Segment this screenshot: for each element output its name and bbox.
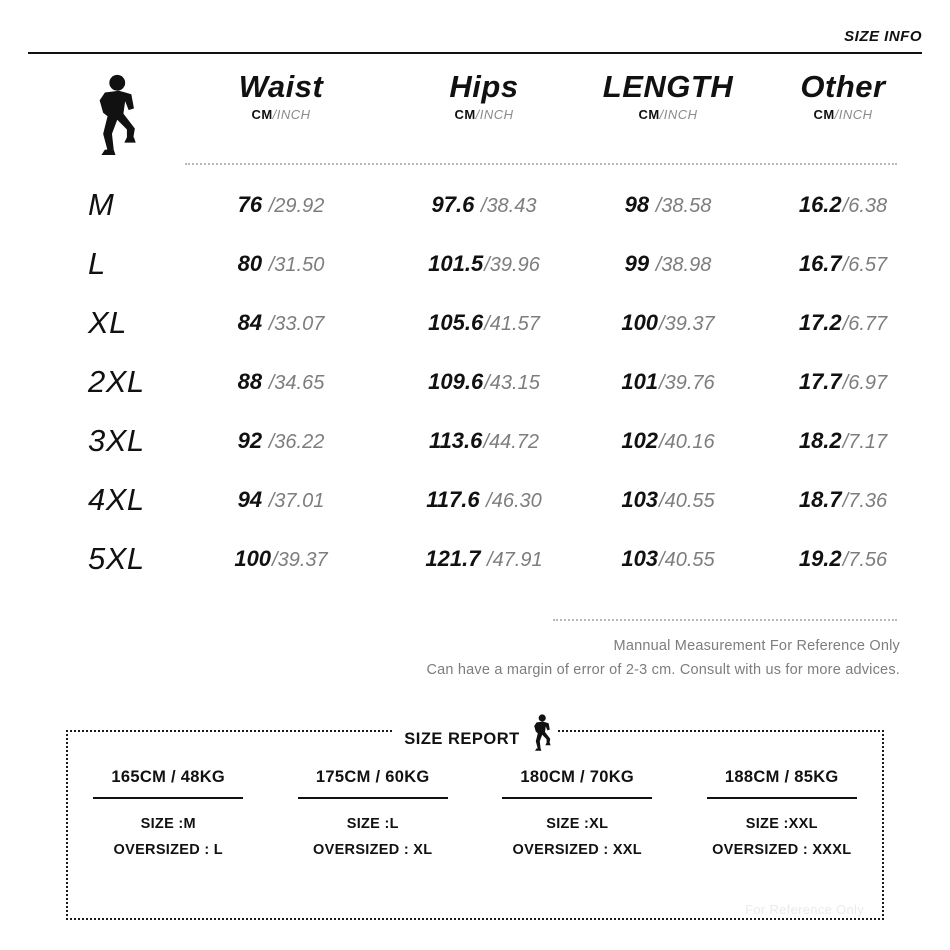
value-inch: 34.65 xyxy=(274,372,325,394)
column-header-length xyxy=(568,70,768,122)
column-header-hips xyxy=(384,70,584,122)
column-header-waist xyxy=(181,70,381,122)
row-size-label: 5XL xyxy=(88,541,145,576)
value-cm: 16.2 xyxy=(798,192,842,217)
column-units xyxy=(568,107,768,122)
size-report-columns xyxy=(66,768,884,863)
value-inch: 39.37 xyxy=(664,313,715,335)
table-row xyxy=(30,418,920,477)
value-cm: 101 xyxy=(621,369,659,394)
walking-man-icon xyxy=(92,74,146,162)
value-inch: 36.22 xyxy=(274,431,325,453)
value-inch: 38.98 xyxy=(661,254,712,276)
value-separator: / xyxy=(480,490,492,512)
value-separator: / xyxy=(842,313,849,335)
column-header-other xyxy=(743,70,943,122)
row-size-label: 3XL xyxy=(88,423,145,458)
height-weight: 180CM / 70KG xyxy=(520,768,635,786)
value-cm: 105.6 xyxy=(428,310,484,335)
value-cm: 92 xyxy=(237,428,263,453)
value-inch: 6.77 xyxy=(848,313,888,335)
cell-length xyxy=(568,487,768,513)
value-cm: 102 xyxy=(621,428,659,453)
measurement-notes xyxy=(290,634,900,682)
value-inch: 43.15 xyxy=(489,372,540,394)
value-separator: / xyxy=(659,490,665,512)
cell-other xyxy=(743,546,943,572)
value-separator: / xyxy=(650,195,662,217)
value-separator: / xyxy=(659,549,665,571)
value-separator: / xyxy=(483,431,489,453)
value-cm: 117.6 xyxy=(426,487,480,512)
value-separator: / xyxy=(842,195,849,217)
cell-waist xyxy=(181,310,381,336)
value-cm: 103 xyxy=(621,487,659,512)
walking-man-icon-small xyxy=(530,714,556,754)
table-header-row xyxy=(30,70,920,160)
cell-length xyxy=(568,369,768,395)
value-inch: 46.30 xyxy=(491,490,542,512)
row-size-label: XL xyxy=(88,305,127,340)
value-cm: 121.7 xyxy=(425,546,481,571)
cell-hips xyxy=(384,546,584,572)
column-units xyxy=(743,107,943,122)
value-cm: 109.6 xyxy=(428,369,484,394)
cell-other xyxy=(743,310,943,336)
size-report-entry xyxy=(271,768,476,863)
value-separator: / xyxy=(263,195,275,217)
size-report-title: SIZE REPORT xyxy=(394,730,530,749)
cell-hips xyxy=(384,192,584,218)
value-inch: 7.56 xyxy=(848,549,888,571)
value-separator: / xyxy=(263,254,275,276)
note-line-2: Can have a margin of error of 2-3 cm. Consult with us for more advices. xyxy=(426,662,900,678)
value-cm: 18.7 xyxy=(798,487,842,512)
column-name: Hips xyxy=(449,69,519,104)
value-inch: 7.36 xyxy=(848,490,888,512)
value-cm: 101.5 xyxy=(428,251,484,276)
value-cm: 97.6 xyxy=(431,192,475,217)
value-cm: 94 xyxy=(237,487,263,512)
cell-waist xyxy=(181,428,381,454)
value-inch: 39.96 xyxy=(489,254,540,276)
size-table xyxy=(30,69,920,576)
value-cm: 103 xyxy=(621,546,659,571)
entry-divider xyxy=(502,797,652,799)
value-separator: / xyxy=(481,549,493,571)
height-weight: 165CM / 48KG xyxy=(111,768,226,786)
column-name: Waist xyxy=(238,69,324,104)
column-units xyxy=(181,107,381,122)
value-separator: / xyxy=(842,549,849,571)
value-cm: 80 xyxy=(237,251,263,276)
oversized-size: OVERSIZED : XL xyxy=(313,842,433,858)
value-cm: 16.7 xyxy=(798,251,842,276)
value-cm: 84 xyxy=(237,310,263,335)
value-cm: 76 xyxy=(237,192,263,217)
cell-waist xyxy=(181,192,381,218)
value-cm: 18.2 xyxy=(798,428,842,453)
cell-hips xyxy=(384,487,584,513)
value-inch: 38.58 xyxy=(661,195,712,217)
column-name: LENGTH xyxy=(602,69,734,104)
oversized-size: OVERSIZED : XXL xyxy=(512,842,642,858)
value-cm: 17.2 xyxy=(798,310,842,335)
value-separator: / xyxy=(842,372,849,394)
cell-length xyxy=(568,428,768,454)
entry-divider xyxy=(707,797,857,799)
entry-divider xyxy=(298,797,448,799)
value-separator: / xyxy=(659,431,665,453)
value-separator: / xyxy=(484,372,490,394)
size-report-title-row xyxy=(0,716,950,749)
cell-hips xyxy=(384,251,584,277)
row-size-label: 2XL xyxy=(88,364,145,399)
value-cm: 100 xyxy=(621,310,659,335)
value-separator: / xyxy=(263,372,275,394)
value-inch: 33.07 xyxy=(274,313,325,335)
cell-length xyxy=(568,251,768,277)
value-inch: 40.55 xyxy=(664,490,715,512)
value-cm: 99 xyxy=(624,251,650,276)
row-size-label: M xyxy=(88,187,115,222)
cell-waist xyxy=(181,487,381,513)
header-dotted-divider xyxy=(185,163,897,165)
cell-other xyxy=(743,192,943,218)
cell-other xyxy=(743,369,943,395)
column-units xyxy=(384,107,584,122)
value-inch: 39.76 xyxy=(664,372,715,394)
value-inch: 6.97 xyxy=(848,372,888,394)
value-cm: 88 xyxy=(237,369,263,394)
header-divider xyxy=(28,52,922,54)
cell-waist xyxy=(181,546,381,572)
cell-length xyxy=(568,546,768,572)
unit-cm: CM xyxy=(454,107,476,122)
size-report-entry xyxy=(66,768,271,863)
page-title: SIZE INFO xyxy=(844,28,922,45)
unit-cm: CM xyxy=(251,107,273,122)
recommended-size: SIZE :XXL xyxy=(745,816,818,832)
table-row xyxy=(30,300,920,359)
table-row xyxy=(30,536,920,595)
size-report-entry xyxy=(680,768,885,863)
value-separator: / xyxy=(263,490,275,512)
value-separator: / xyxy=(484,254,490,276)
value-cm: 17.7 xyxy=(798,369,842,394)
unit-cm: CM xyxy=(638,107,660,122)
cell-hips xyxy=(384,369,584,395)
note-line-1: Mannual Measurement For Reference Only xyxy=(613,638,900,654)
cell-length xyxy=(568,310,768,336)
value-separator: / xyxy=(272,549,278,571)
recommended-size: SIZE :XL xyxy=(546,816,609,832)
value-separator: / xyxy=(650,254,662,276)
row-size-label: 4XL xyxy=(88,482,145,517)
value-inch: 38.43 xyxy=(486,195,537,217)
value-inch: 40.16 xyxy=(664,431,715,453)
recommended-size: SIZE :L xyxy=(346,816,399,832)
value-separator: / xyxy=(659,313,665,335)
cell-waist xyxy=(181,369,381,395)
value-inch: 44.72 xyxy=(488,431,540,453)
value-separator: / xyxy=(475,195,487,217)
value-inch: 37.01 xyxy=(274,490,325,512)
notes-dotted-divider xyxy=(553,619,897,621)
cell-length xyxy=(568,192,768,218)
cell-hips xyxy=(384,310,584,336)
cell-other xyxy=(743,251,943,277)
cell-other xyxy=(743,487,943,513)
value-inch: 6.57 xyxy=(848,254,888,276)
size-report-entry xyxy=(475,768,680,863)
recommended-size: SIZE :M xyxy=(140,816,196,832)
cell-other xyxy=(743,428,943,454)
value-inch: 6.38 xyxy=(848,195,888,217)
table-row xyxy=(30,359,920,418)
table-body xyxy=(30,182,920,595)
value-cm: 100 xyxy=(234,546,272,571)
report-footnote: For Reference Only xyxy=(745,902,864,917)
value-cm: 113.6 xyxy=(428,428,483,453)
value-inch: 47.91 xyxy=(492,549,543,571)
unit-inch: /INCH xyxy=(659,107,698,122)
entry-divider xyxy=(93,797,243,799)
unit-inch: /INCH xyxy=(834,107,873,122)
row-size-label: L xyxy=(88,246,106,281)
unit-cm: CM xyxy=(813,107,835,122)
height-weight: 175CM / 60KG xyxy=(315,768,430,786)
value-separator: / xyxy=(842,254,849,276)
value-separator: / xyxy=(659,372,665,394)
column-name: Other xyxy=(800,69,886,104)
value-inch: 29.92 xyxy=(274,195,325,217)
table-row xyxy=(30,241,920,300)
value-cm: 98 xyxy=(624,192,650,217)
height-weight: 188CM / 85KG xyxy=(724,768,839,786)
value-inch: 41.57 xyxy=(489,313,540,335)
value-inch: 39.37 xyxy=(277,549,328,571)
unit-inch: /INCH xyxy=(272,107,311,122)
value-cm: 19.2 xyxy=(798,546,842,571)
table-row xyxy=(30,477,920,536)
value-inch: 31.50 xyxy=(274,254,325,276)
unit-inch: /INCH xyxy=(475,107,514,122)
value-inch: 7.17 xyxy=(848,431,888,453)
cell-hips xyxy=(384,428,584,454)
value-inch: 40.55 xyxy=(664,549,715,571)
table-row xyxy=(30,182,920,241)
value-separator: / xyxy=(263,431,275,453)
value-separator: / xyxy=(263,313,275,335)
value-separator: / xyxy=(842,490,849,512)
cell-waist xyxy=(181,251,381,277)
oversized-size: OVERSIZED : L xyxy=(113,842,223,858)
value-separator: / xyxy=(842,431,849,453)
oversized-size: OVERSIZED : XXXL xyxy=(712,842,852,858)
value-separator: / xyxy=(484,313,490,335)
